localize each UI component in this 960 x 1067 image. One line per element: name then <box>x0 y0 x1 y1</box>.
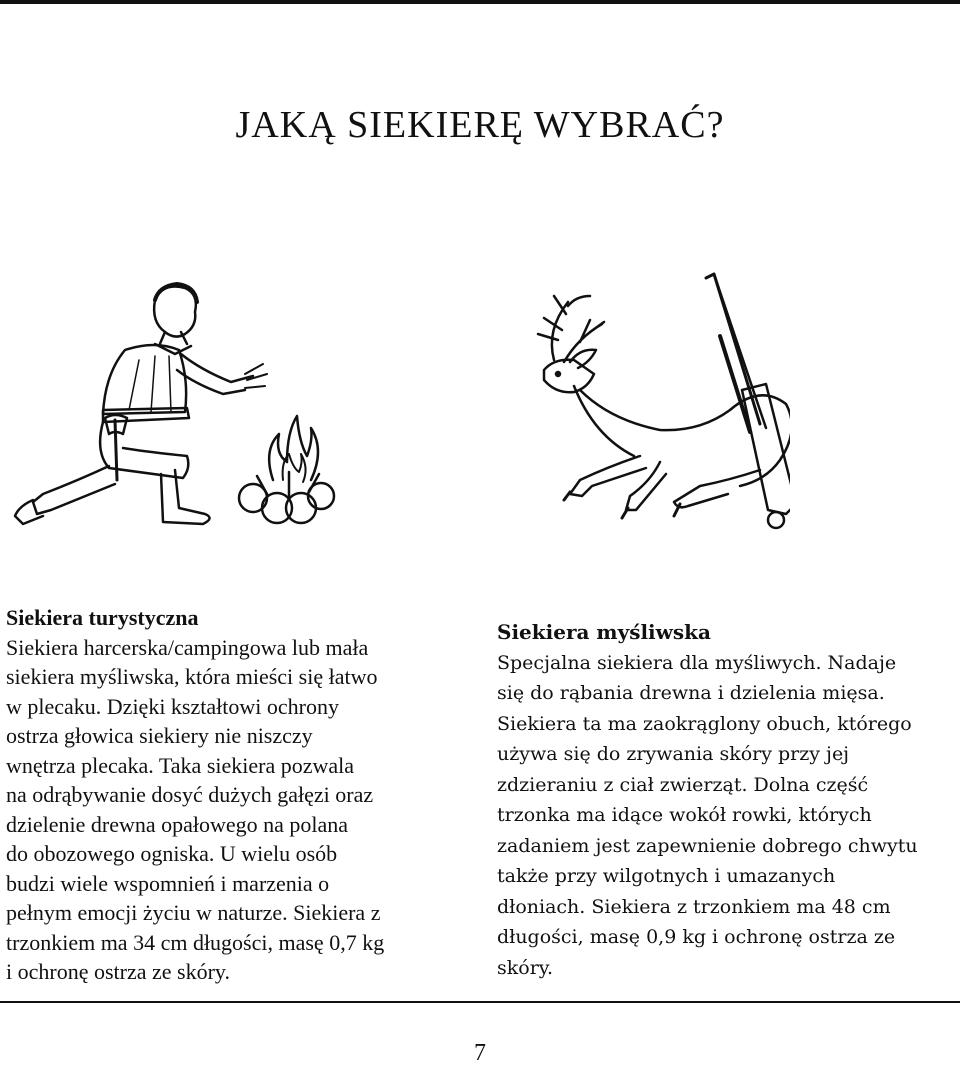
text-line: dłoniach. Siekiera z trzonkiem ma 48 cm <box>497 895 891 918</box>
top-rule <box>0 0 960 4</box>
deer-rifle-illustration <box>510 270 790 540</box>
text-line: skóry. <box>497 956 554 979</box>
section-heading: Siekiera turystyczna <box>6 605 199 630</box>
camper-campfire-illustration <box>5 270 345 540</box>
text-line: na odrąbywanie dosyć dużych gałęzi oraz <box>6 782 374 807</box>
section-hunting-axe <box>497 617 959 983</box>
text-line: ostrza głowica siekiery nie niszczy <box>6 723 313 748</box>
text-line: także przy wilgotnych i umazanych <box>497 865 836 887</box>
text-line: się do rąbania drewna i dzielenia mięsa. <box>497 682 885 704</box>
text-line: zdzieraniu z ciał zwierząt. Dolna część <box>497 773 869 796</box>
text-line: i ochronę ostrza ze skóry. <box>6 959 230 984</box>
text-line: w plecaku. Dzięki kształtowi ochrony <box>6 693 339 719</box>
text-line: trzonkiem ma 34 cm długości, masę 0,7 kg <box>6 929 385 955</box>
section-touring-axe <box>6 603 476 987</box>
text-line: do obozowego ogniska. U wielu osób <box>6 841 338 866</box>
text-line: dzielenie drewna opałowego na polana <box>6 811 349 837</box>
text-line: siekiera myśliwska, która mieści się łatwo <box>6 664 378 689</box>
text-line: budzi wiele wspomnień i marzenia o <box>6 870 330 896</box>
section-heading: Siekiera myśliwska <box>497 620 711 644</box>
text-line: Siekiera harcerska/campingowa lub mała <box>6 634 369 660</box>
text-line: wnętrza plecaka. Taka siekiera pozwala <box>6 752 355 778</box>
page-number: 7 <box>474 1040 486 1066</box>
bottom-rule <box>0 1001 960 1003</box>
text-line: zadaniem jest zapewnienie dobrego chwytu <box>497 834 918 857</box>
text-line: używa się do zrywania skóry przy jej <box>497 743 850 765</box>
page-title: JAKĄ SIEKIERĘ WYBRAĆ? <box>235 104 725 147</box>
text-line: pełnym emocji życiu w naturze. Siekiera z <box>6 900 381 925</box>
text-line: Specjalna siekiera dla myśliwych. Nadaje <box>497 651 897 674</box>
text-line: długości, masę 0,9 kg i ochronę ostrza ze <box>497 926 896 948</box>
text-line: trzonka ma idące wokół rowki, których <box>497 804 872 826</box>
text-line: Siekiera ta ma zaokrąglony obuch, którego <box>497 712 912 735</box>
